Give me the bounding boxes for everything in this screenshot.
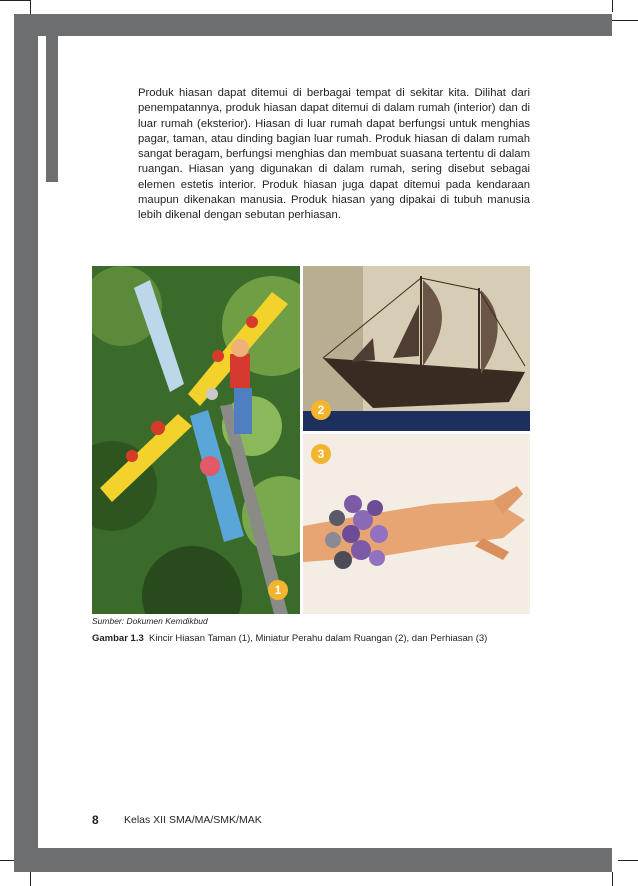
crop-mark	[612, 0, 613, 12]
badge-2: 2	[311, 400, 331, 420]
photo-bracelet	[303, 434, 530, 614]
figure-caption	[92, 633, 487, 644]
crop-mark	[30, 872, 31, 886]
caption-label: Gambar 1.3	[92, 633, 144, 644]
badge-3: 3	[311, 444, 331, 464]
crop-mark	[0, 0, 30, 1]
crop-mark	[0, 860, 14, 861]
crop-mark	[608, 20, 638, 21]
figure-1-3	[92, 266, 530, 614]
page-number: 8	[92, 813, 99, 827]
crop-mark	[612, 872, 613, 886]
photo-garden-pinwheel	[92, 266, 300, 614]
crop-mark	[618, 860, 638, 861]
badge-1: 1	[268, 580, 288, 600]
body-paragraph: Produk hiasan dapat ditemui di berbagai tempat di sekitar kita. Dilihat dari penempatannya, produk hiasan dapat ditemui di dalam rumah (interior) dan di luar rumah (eksterior). Hiasan di luar rumah dapat berfungsi untuk menghias pagar, taman, atau dinding bagian luar rumah. Produk hiasan di dalam rumah sangat beragam, berfungsi menghias dan membuat suasana tertentu di dalam ruangan. Hiasan yang digunakan di dalam rumah, sering disebut sebagai elemen estetis interior. Produk hiasan juga dapat ditemui pada kendaraan maupun dikenakan manusia. Produk hiasan yang dipakai di tubuh manusia lebih dikenal dengan sebutan perhiasan.	[138, 87, 530, 222]
photo-ship-miniature	[303, 266, 530, 431]
page-frame-bottom	[14, 848, 612, 872]
page-frame-top	[14, 14, 612, 36]
book-title: Kelas XII SMA/MA/SMK/MAK	[124, 814, 262, 826]
page-frame-left	[14, 14, 38, 872]
figure-source: Sumber: Dokumen Kemdikbud	[92, 616, 208, 626]
caption-text: Kincir Hiasan Taman (1), Miniatur Perahu dalam Ruangan (2), dan Perhiasan (3)	[149, 633, 488, 644]
margin-accent-bar	[46, 36, 58, 182]
